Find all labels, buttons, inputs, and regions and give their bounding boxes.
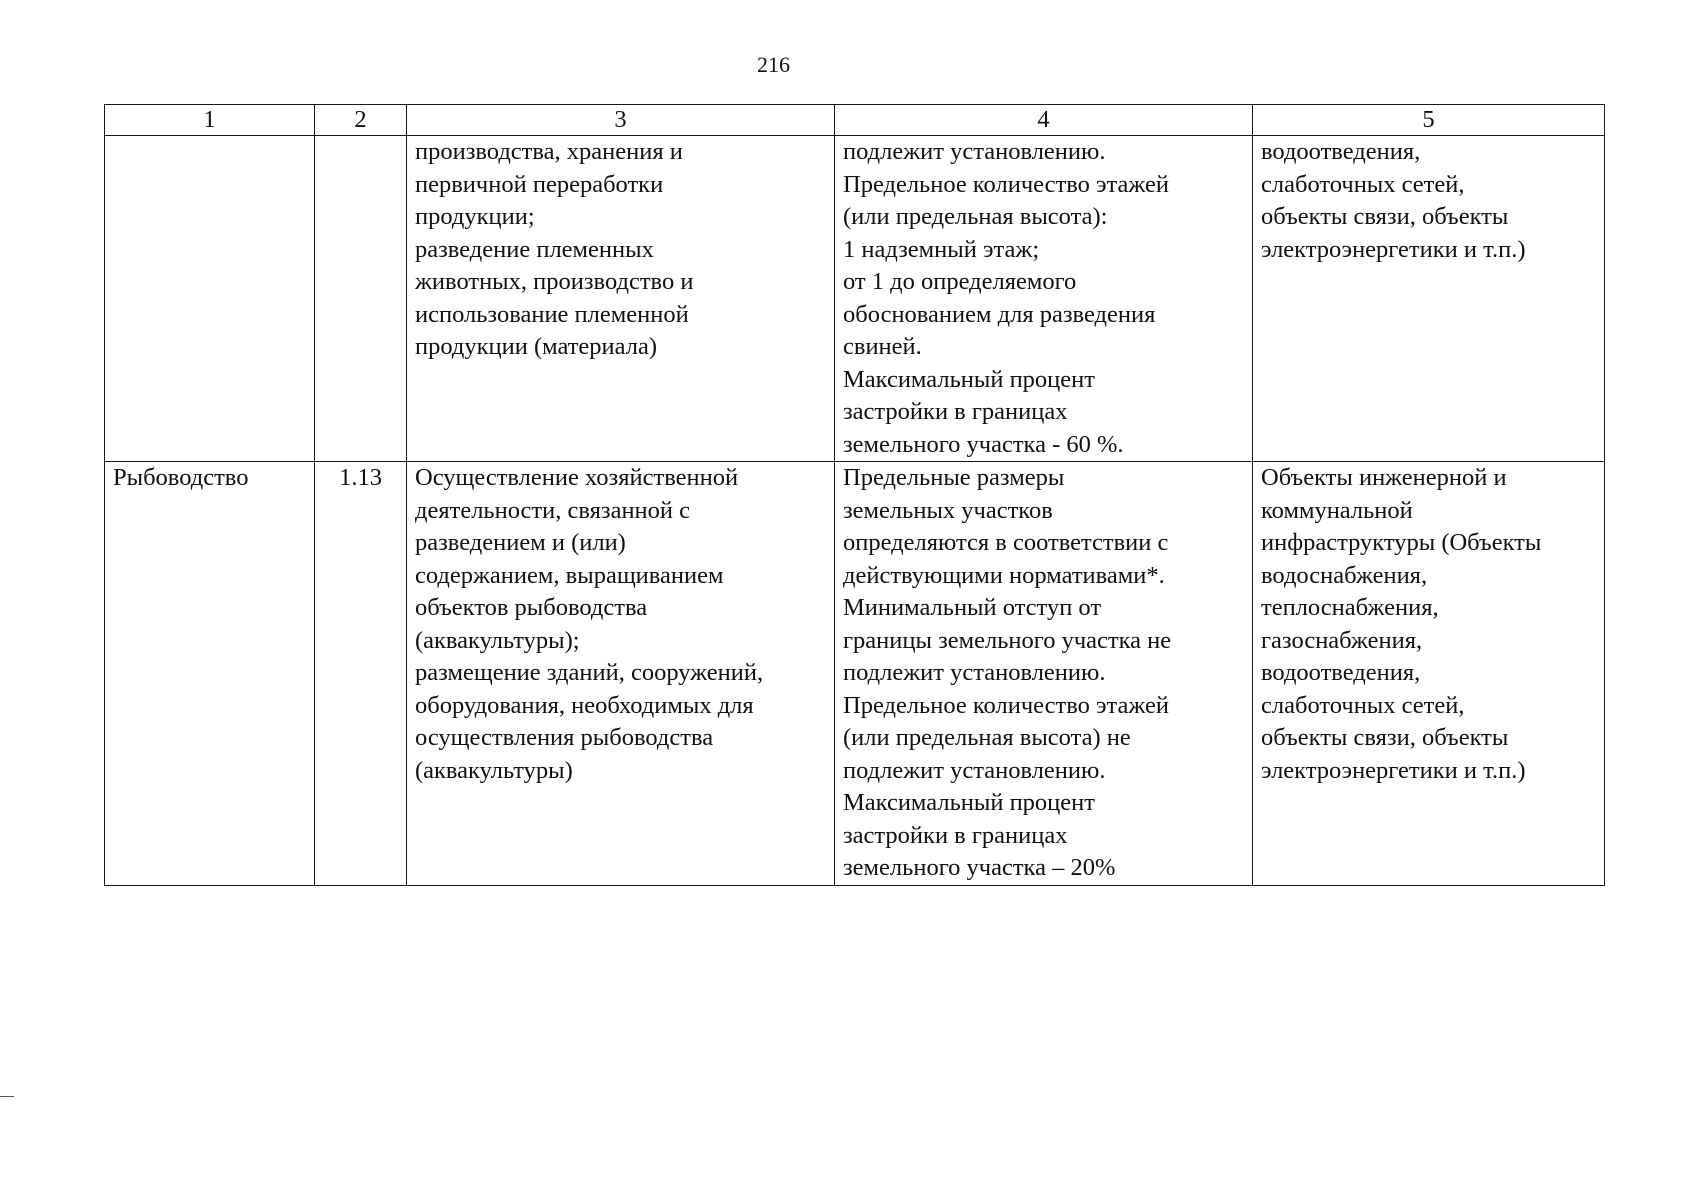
cell-line: (аквакультуры) xyxy=(415,756,573,784)
cell-line: границы земельного участка не xyxy=(843,626,1172,654)
cell-line: обоснованием для разведения xyxy=(843,300,1156,328)
cell-line: Минимальный отступ от xyxy=(843,594,1102,621)
cell-line: Предельное количество этажей xyxy=(843,691,1169,719)
cell-line: Осуществление хозяйственной xyxy=(415,464,739,491)
cell-line: размещение зданий, сооружений, xyxy=(415,659,764,686)
cell-line: содержанием, выращиванием xyxy=(415,561,724,589)
cell-line: слаботочных сетей, xyxy=(1261,170,1465,198)
document-table xyxy=(104,104,1605,886)
table-row xyxy=(105,136,1605,462)
cell-line: газоснабжения, xyxy=(1261,626,1423,654)
cell-line: первичной переработки xyxy=(415,170,664,198)
cell-line: (или предельная высота): xyxy=(843,203,1108,230)
cell-line: коммунальной xyxy=(1261,496,1413,524)
cell-line: слаботочных сетей, xyxy=(1261,691,1465,719)
cell-line: продукции; xyxy=(415,203,535,230)
cell-line: действующими нормативами*. xyxy=(843,561,1165,589)
cell-line: подлежит установлению. xyxy=(843,756,1106,784)
row2-col2 xyxy=(315,462,407,886)
row1-col2 xyxy=(315,136,407,462)
header-col-5: 5 xyxy=(1253,105,1605,136)
header-col-3: 3 xyxy=(407,105,835,136)
row2-col4 xyxy=(835,462,1253,886)
cell-line: Максимальный процент xyxy=(843,365,1095,393)
cell-line: водоснабжения, xyxy=(1261,561,1428,589)
cell-line: застройки в границах xyxy=(843,398,1068,425)
scan-margin-mark xyxy=(0,1096,14,1097)
cell-line: разведением и (или) xyxy=(415,529,626,556)
header-col-1: 1 xyxy=(105,105,315,136)
cell-line: подлежит установлению. xyxy=(843,659,1106,686)
cell-line: использование племенной xyxy=(415,300,689,328)
cell-line: оборудования, необходимых для xyxy=(415,691,754,719)
cell-line: (или предельная высота) не xyxy=(843,724,1131,751)
cell-line: земельного участка – 20% xyxy=(843,854,1116,881)
page-number-text: 216 xyxy=(757,52,790,77)
cell-line: водоотведения, xyxy=(1261,659,1421,686)
row1-col5 xyxy=(1253,136,1605,462)
cell-line: электроэнергетики и т.п.) xyxy=(1261,235,1526,263)
cell-line: водоотведения, xyxy=(1261,138,1421,165)
cell-line: инфраструктуры (Объекты xyxy=(1261,529,1542,556)
row2-col5 xyxy=(1253,462,1605,886)
cell-line: объектов рыбоводства xyxy=(415,594,648,621)
use-type-code: 1.13 xyxy=(339,464,382,491)
row1-col4 xyxy=(835,136,1253,462)
cell-line: Предельные размеры xyxy=(843,464,1065,491)
cell-line: объекты связи, объекты xyxy=(1261,724,1509,751)
cell-line: земельных участков xyxy=(843,496,1053,524)
cell-line: земельного участка - 60 %. xyxy=(843,430,1124,458)
cell-line: застройки в границах xyxy=(843,821,1068,849)
cell-line: разведение племенных xyxy=(415,235,654,263)
cell-line: электроэнергетики и т.п.) xyxy=(1261,756,1526,784)
cell-line: подлежит установлению. xyxy=(843,138,1106,165)
cell-line: животных, производство и xyxy=(415,268,694,295)
cell-line: Объекты инженерной и xyxy=(1261,464,1507,491)
cell-line: 1 надземный этаж; xyxy=(843,235,1040,263)
cell-line: производства, хранения и xyxy=(415,138,683,165)
cell-line: определяются в соответствии с xyxy=(843,529,1169,556)
cell-line: теплоснабжения, xyxy=(1261,594,1439,621)
table-header-row xyxy=(105,105,1605,136)
cell-line: деятельности, связанной с xyxy=(415,496,691,524)
cell-line: Максимальный процент xyxy=(843,789,1095,816)
cell-line: объекты связи, объекты xyxy=(1261,203,1509,230)
row1-col3 xyxy=(407,136,835,462)
table-row xyxy=(105,462,1605,886)
page-number xyxy=(0,52,1697,78)
cell-line: Предельное количество этажей xyxy=(843,170,1169,198)
use-type-name: Рыбоводство xyxy=(113,464,249,491)
cell-line: от 1 до определяемого xyxy=(843,268,1077,295)
row2-col1 xyxy=(105,462,315,886)
cell-line: свиней. xyxy=(843,333,922,360)
header-col-2: 2 xyxy=(315,105,407,136)
header-col-4: 4 xyxy=(835,105,1253,136)
row1-col1 xyxy=(105,136,315,462)
row2-col3 xyxy=(407,462,835,886)
cell-line: (аквакультуры); xyxy=(415,626,580,654)
cell-line: осуществления рыбоводства xyxy=(415,724,714,751)
cell-line: продукции (материала) xyxy=(415,333,658,360)
